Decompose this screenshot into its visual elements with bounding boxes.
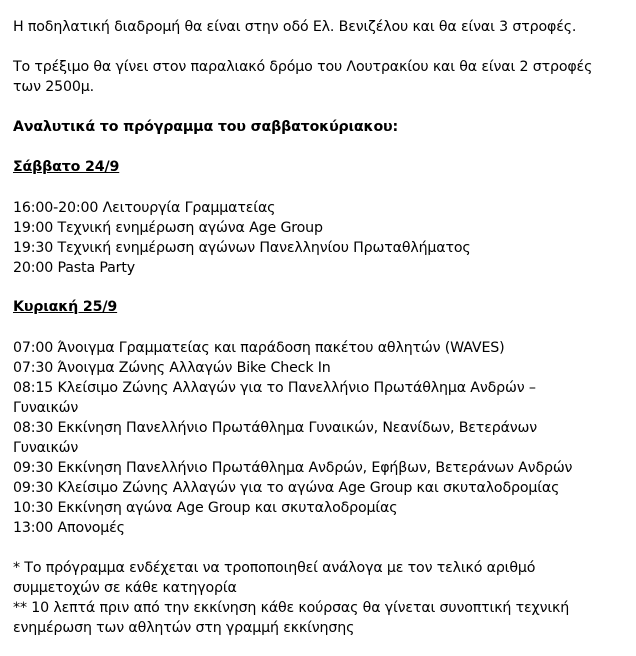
saturday-heading: Σάββατο 24/9 — [13, 159, 120, 175]
program-heading: Αναλυτικά το πρόγραμμα του σαββατοκύριακου: — [13, 119, 398, 135]
footnote-line: συμμετοχών σε κάθε κατηγορία — [13, 580, 237, 596]
schedule-item: 13:00 Απονομές — [13, 520, 125, 536]
schedule-item: 08:15 Κλείσιμο Ζώνης Αλλαγών για το Πανελλήνιο Πρωτάθλημα Ανδρών – — [13, 380, 536, 396]
schedule-item: 09:30 Εκκίνηση Πανελλήνιο Πρωτάθλημα Ανδρών, Εφήβων, Βετεράνων Ανδρών — [13, 460, 573, 476]
footnote-line: ενημέρωση των αθλητών στη γραμμή εκκίνησης — [13, 620, 355, 636]
schedule-item-continued: Γυναικών — [13, 440, 79, 456]
schedule-item: 10:30 Εκκίνηση αγώνα Age Group και σκυταλοδρομίας — [13, 500, 398, 516]
schedule-item: 09:30 Κλείσιμο Ζώνης Αλλαγών για το αγώνα Age Group και σκυταλοδρομίας — [13, 480, 560, 496]
schedule-item: 20:00 Pasta Party — [13, 260, 136, 276]
schedule-item: 16:00-20:00 Λειτουργία Γραμματείας — [13, 200, 276, 216]
schedule-item: 07:00 Άνοιγμα Γραμματείας και παράδοση πακέτου αθλητών (WAVES) — [13, 340, 505, 356]
sunday-heading: Κυριακή 25/9 — [13, 299, 118, 315]
schedule-item: 19:00 Τεχνική ενημέρωση αγώνα Age Group — [13, 220, 323, 236]
bike-route-text: Η ποδηλατική διαδρομή θα είναι στην οδό Ελ. Βενιζέλου και θα είναι 3 στροφές. — [13, 19, 577, 35]
footnote-line: ** 10 λεπτά πριν από την εκκίνηση κάθε κούρσας θα γίνεται συνοπτική τεχνική — [13, 600, 570, 616]
schedule-item-continued: Γυναικών — [13, 400, 79, 416]
run-route-text-line1: Το τρέξιμο θα γίνει στον παραλιακό δρόμο του Λουτρακίου και θα είναι 2 στροφές — [13, 59, 593, 75]
schedule-item: 07:30 Άνοιγμα Ζώνης Αλλαγών Bike Check In — [13, 360, 331, 376]
footnote-line: * Το πρόγραμμα ενδέχεται να τροποποιηθεί ανάλογα με τον τελικό αριθμό — [13, 560, 536, 576]
schedule-item: 08:30 Εκκίνηση Πανελλήνιο Πρωτάθλημα Γυναικών, Νεανίδων, Βετεράνων — [13, 420, 538, 436]
schedule-item: 19:30 Τεχνική ενημέρωση αγώνων Πανελληνίου Πρωταθλήματος — [13, 240, 471, 256]
run-route-text-line2: των 2500μ. — [13, 79, 94, 95]
